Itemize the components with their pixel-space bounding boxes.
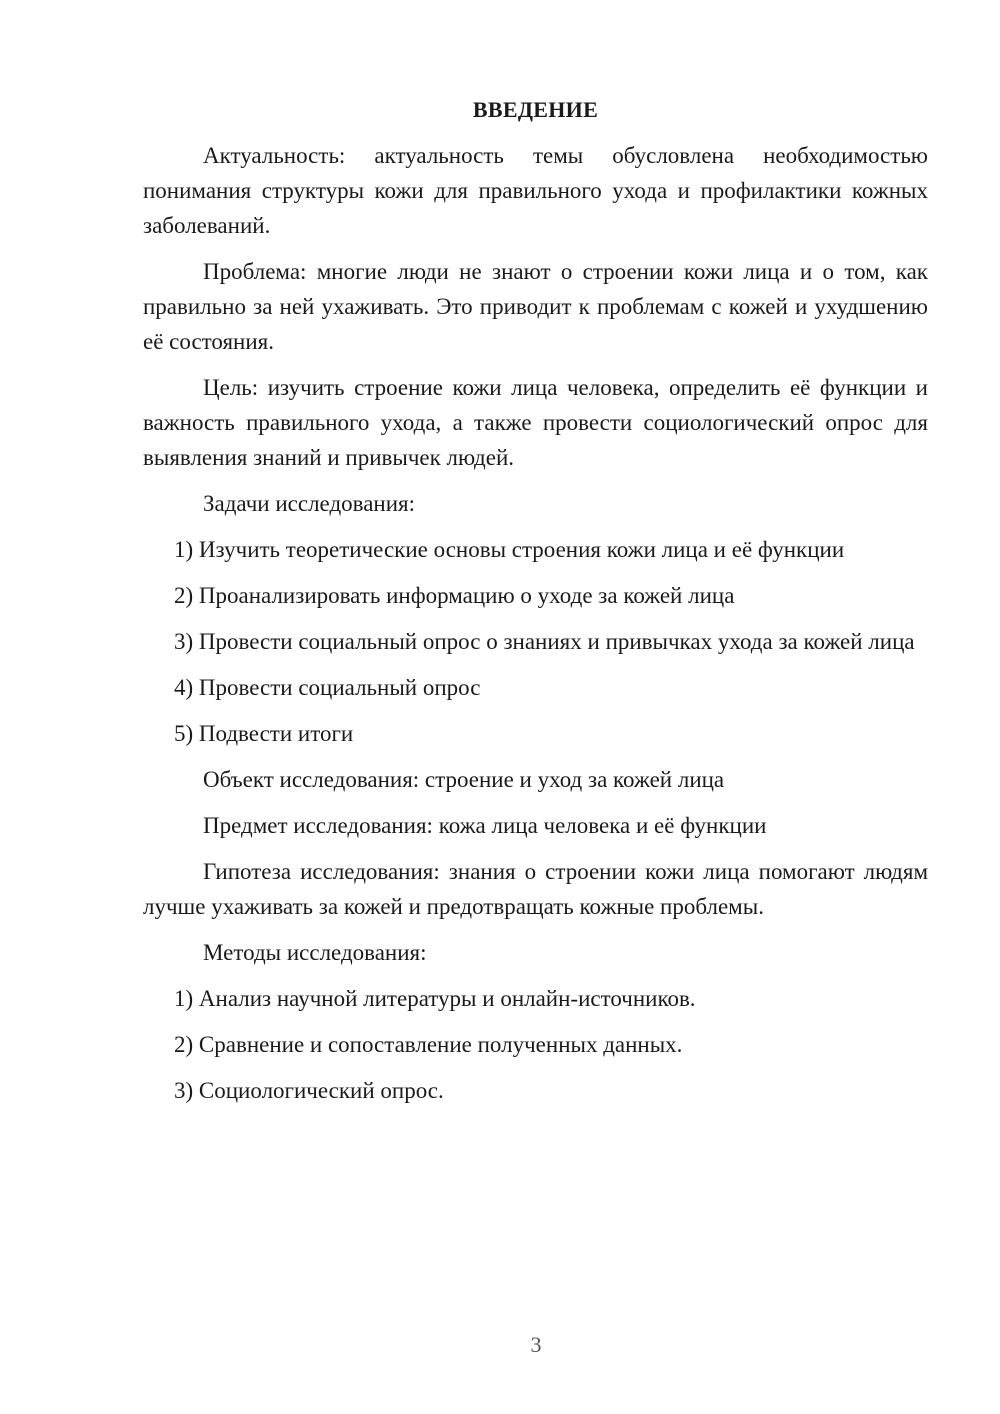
page-number: 3 xyxy=(530,1332,542,1357)
task-item-1: 1) Изучить теоретические основы строения кожи лица и её функции xyxy=(174,537,845,562)
method-item-2: 2) Сравнение и сопоставление полученных данных. xyxy=(174,1032,683,1057)
relevance-paragraph: Актуальность: актуальность темы обусловлена необходимостью понимания структуры кожи для правильного ухода и профилактики кожных заболеваний. xyxy=(143,143,928,238)
subject-paragraph: Предмет исследования: кожа лица человека и её функции xyxy=(203,813,767,838)
goal-paragraph: Цель: изучить строение кожи лица человека, определить её функции и важность правильного ухода, а также провести социологический опрос для выявления знаний и привычек людей. xyxy=(143,375,928,470)
hypothesis-paragraph: Гипотеза исследования: знания о строении кожи лица помогают людям лучше ухаживать за кожей и предотвращать кожные проблемы. xyxy=(143,859,928,919)
object-paragraph: Объект исследования: строение и уход за кожей лица xyxy=(203,767,725,792)
task-item-4: 4) Провести социальный опрос xyxy=(174,675,481,700)
page-title: ВВЕДЕНИЕ xyxy=(472,97,599,122)
method-item-3: 3) Социологический опрос. xyxy=(174,1078,444,1103)
tasks-heading: Задачи исследования: xyxy=(203,491,416,516)
methods-heading: Методы исследования: xyxy=(203,940,427,965)
task-item-2: 2) Проанализировать информацию о уходе за кожей лица xyxy=(174,583,735,608)
task-item-3: 3) Провести социальный опрос о знаниях и привычках ухода за кожей лица xyxy=(174,629,915,654)
page-content xyxy=(143,94,928,1119)
task-item-5: 5) Подвести итоги xyxy=(174,721,354,746)
method-item-1: 1) Анализ научной литературы и онлайн-источников. xyxy=(174,986,696,1011)
problem-paragraph: Проблема: многие люди не знают о строении кожи лица и о том, как правильно за ней ухаживать. Это приводит к проблемам с кожей и ухудшению её состояния. xyxy=(143,259,928,354)
